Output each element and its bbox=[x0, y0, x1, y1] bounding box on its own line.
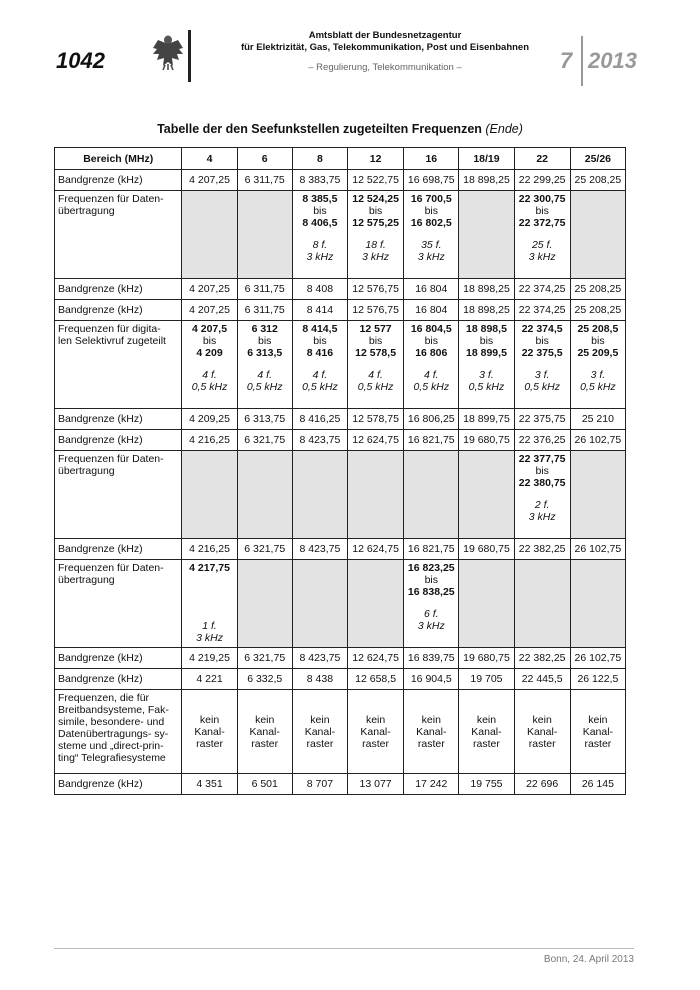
table-cell: 19 680,75 bbox=[459, 430, 514, 451]
no-channel-raster: kein Kanal- raster bbox=[237, 690, 292, 774]
table-cell: 6 313,75 bbox=[237, 409, 292, 430]
row-label: Bandgrenze (kHz) bbox=[55, 774, 182, 795]
table-cell: 12 578,75 bbox=[348, 409, 404, 430]
table-cell-empty bbox=[348, 451, 404, 539]
row-label: Bandgrenze (kHz) bbox=[55, 539, 182, 560]
table-cell: 19 705 bbox=[459, 669, 514, 690]
row-label: Bandgrenze (kHz) bbox=[55, 300, 182, 321]
header-cell: 18/19 bbox=[459, 148, 514, 170]
issue-year: 2013 bbox=[588, 48, 637, 73]
table-cell: 22 376,25 bbox=[514, 430, 570, 451]
table-cell: 4 207,25 bbox=[182, 300, 237, 321]
row-label: Bandgrenze (kHz) bbox=[55, 279, 182, 300]
table-cell: 26 122,5 bbox=[570, 669, 625, 690]
no-channel-raster: kein Kanal- raster bbox=[404, 690, 459, 774]
frequency-block: 22 374,5 bis 22 375,5 3 f. 0,5 kHz bbox=[514, 321, 570, 409]
header-cell: 8 bbox=[292, 148, 347, 170]
header-divider bbox=[188, 30, 191, 82]
row-label: Frequenzen, die für Breitbandsysteme, Fak- simile, besondere- und Datenübertragungs- sy- steme und „direct-prin- ting“ Telegrafiesysteme bbox=[55, 690, 182, 774]
issue-divider bbox=[581, 36, 583, 86]
frequency-block: 12 524,25 bis 12 575,25 18 f. 3 kHz bbox=[348, 191, 404, 279]
table-cell-empty bbox=[514, 560, 570, 648]
table-cell: 16 804 bbox=[404, 300, 459, 321]
frequency-block: 18 898,5 bis 18 899,5 3 f. 0,5 kHz bbox=[459, 321, 514, 409]
page-number: 1042 bbox=[56, 48, 105, 73]
table-title: Tabelle der den Seefunkstellen zugeteilten Frequenzen (Ende) bbox=[157, 122, 523, 136]
table-cell: 18 898,25 bbox=[459, 170, 514, 191]
footer-place-date: Bonn, 24. April 2013 bbox=[543, 954, 634, 965]
table-cell: 4 209,25 bbox=[182, 409, 237, 430]
table-cell-empty bbox=[459, 191, 514, 279]
table-cell-empty bbox=[459, 451, 514, 539]
federal-eagle-icon bbox=[150, 32, 186, 72]
header-cell: Bereich (MHz) bbox=[55, 148, 182, 170]
table-cell-empty bbox=[404, 451, 459, 539]
table-cell: 12 522,75 bbox=[348, 170, 404, 191]
table-cell: 4 207,25 bbox=[182, 170, 237, 191]
table-cell: 8 423,75 bbox=[292, 430, 347, 451]
table-cell-empty bbox=[292, 560, 347, 648]
table-cell: 22 299,25 bbox=[514, 170, 570, 191]
table-row bbox=[55, 648, 626, 669]
frequency-table bbox=[54, 147, 626, 795]
table-cell: 18 898,25 bbox=[459, 279, 514, 300]
row-label: Bandgrenze (kHz) bbox=[55, 409, 182, 430]
table-cell: 16 821,75 bbox=[404, 430, 459, 451]
table-cell: 25 210 bbox=[570, 409, 625, 430]
table-header-row bbox=[55, 148, 626, 170]
table-cell: 6 311,75 bbox=[237, 170, 292, 191]
table-row bbox=[55, 300, 626, 321]
table-cell-empty bbox=[182, 191, 237, 279]
table-cell: 4 351 bbox=[182, 774, 237, 795]
table-cell: 22 375,75 bbox=[514, 409, 570, 430]
table-cell: 8 423,75 bbox=[292, 648, 347, 669]
no-channel-raster: kein Kanal- raster bbox=[459, 690, 514, 774]
footer-divider bbox=[54, 948, 634, 949]
table-cell: 12 658,5 bbox=[348, 669, 404, 690]
table-cell: 12 576,75 bbox=[348, 279, 404, 300]
table-cell-empty bbox=[348, 560, 404, 648]
table-cell: 4 207,25 bbox=[182, 279, 237, 300]
table-cell: 13 077 bbox=[348, 774, 404, 795]
header-line2: für Elektrizität, Gas, Telekommunikation, Post und Eisenbahnen bbox=[240, 42, 530, 53]
table-cell-empty bbox=[237, 451, 292, 539]
table-row bbox=[55, 321, 626, 409]
table-cell-empty bbox=[292, 451, 347, 539]
table-row bbox=[55, 451, 626, 539]
no-channel-raster: kein Kanal- raster bbox=[348, 690, 404, 774]
frequency-block: 16 823,25 bis 16 838,25 6 f. 3 kHz bbox=[404, 560, 459, 648]
table-cell: 12 624,75 bbox=[348, 430, 404, 451]
table-cell: 18 899,75 bbox=[459, 409, 514, 430]
table-cell: 6 332,5 bbox=[237, 669, 292, 690]
table-cell: 19 755 bbox=[459, 774, 514, 795]
table-cell: 6 311,75 bbox=[237, 279, 292, 300]
table-row bbox=[55, 539, 626, 560]
row-label: Frequenzen für Daten- übertragung bbox=[55, 560, 182, 648]
table-cell: 8 423,75 bbox=[292, 539, 347, 560]
header-cell: 6 bbox=[237, 148, 292, 170]
table-cell: 26 102,75 bbox=[570, 430, 625, 451]
frequency-block: 22 377,75 bis 22 380,75 2 f. 3 kHz bbox=[514, 451, 570, 539]
table-cell: 8 414 bbox=[292, 300, 347, 321]
frequency-block: 16 804,5 bis 16 806 4 f. 0,5 kHz bbox=[404, 321, 459, 409]
table-cell: 12 624,75 bbox=[348, 648, 404, 669]
table-cell: 22 382,25 bbox=[514, 539, 570, 560]
table-cell: 22 445,5 bbox=[514, 669, 570, 690]
header-subtitle: – Regulierung, Telekommunikation – bbox=[308, 62, 462, 73]
table-cell: 17 242 bbox=[404, 774, 459, 795]
table-cell: 16 804 bbox=[404, 279, 459, 300]
table-cell: 8 438 bbox=[292, 669, 347, 690]
table-cell: 22 374,25 bbox=[514, 279, 570, 300]
no-channel-raster: kein Kanal- raster bbox=[570, 690, 625, 774]
table-cell-empty bbox=[570, 191, 625, 279]
table-cell: 12 576,75 bbox=[348, 300, 404, 321]
table-cell: 16 806,25 bbox=[404, 409, 459, 430]
table-cell-empty bbox=[459, 560, 514, 648]
frequency-block: 25 208,5 bis 25 209,5 3 f. 0,5 kHz bbox=[570, 321, 625, 409]
frequency-block: 6 312 bis 6 313,5 4 f. 0,5 kHz bbox=[237, 321, 292, 409]
table-cell: 16 839,75 bbox=[404, 648, 459, 669]
no-channel-raster: kein Kanal- raster bbox=[182, 690, 237, 774]
table-cell: 22 696 bbox=[514, 774, 570, 795]
row-label: Bandgrenze (kHz) bbox=[55, 430, 182, 451]
table-cell: 4 221 bbox=[182, 669, 237, 690]
table-cell: 8 707 bbox=[292, 774, 347, 795]
issue-number: 7 bbox=[560, 48, 573, 73]
table-cell: 12 624,75 bbox=[348, 539, 404, 560]
table-cell: 16 904,5 bbox=[404, 669, 459, 690]
table-cell: 22 382,25 bbox=[514, 648, 570, 669]
table-cell-empty bbox=[570, 451, 625, 539]
table-cell: 25 208,25 bbox=[570, 300, 625, 321]
row-label: Bandgrenze (kHz) bbox=[55, 669, 182, 690]
table-cell: 26 102,75 bbox=[570, 539, 625, 560]
frequency-block: 22 300,75 bis 22 372,75 25 f. 3 kHz bbox=[514, 191, 570, 279]
header-cell: 22 bbox=[514, 148, 570, 170]
header-cell: 4 bbox=[182, 148, 237, 170]
table-cell-empty bbox=[237, 560, 292, 648]
table-row bbox=[55, 774, 626, 795]
table-cell: 6 321,75 bbox=[237, 430, 292, 451]
table-cell: 26 145 bbox=[570, 774, 625, 795]
table-cell: 8 416,25 bbox=[292, 409, 347, 430]
header-publication bbox=[220, 30, 550, 54]
table-cell: 4 219,25 bbox=[182, 648, 237, 669]
table-cell: 6 311,75 bbox=[237, 300, 292, 321]
frequency-block: 4 207,5 bis 4 209 4 f. 0,5 kHz bbox=[182, 321, 237, 409]
table-cell-empty bbox=[182, 451, 237, 539]
no-channel-raster: kein Kanal- raster bbox=[514, 690, 570, 774]
table-row bbox=[55, 560, 626, 648]
table-cell: 19 680,75 bbox=[459, 539, 514, 560]
table-row bbox=[55, 279, 626, 300]
row-label: Bandgrenze (kHz) bbox=[55, 648, 182, 669]
table-cell: 22 374,25 bbox=[514, 300, 570, 321]
table-cell: 16 698,75 bbox=[404, 170, 459, 191]
table-cell: 6 321,75 bbox=[237, 539, 292, 560]
frequency-block: 12 577 bis 12 578,5 4 f. 0,5 kHz bbox=[348, 321, 404, 409]
table-cell: 25 208,25 bbox=[570, 170, 625, 191]
table-cell: 26 102,75 bbox=[570, 648, 625, 669]
frequency-block: 4 217,75 1 f. 3 kHz bbox=[182, 560, 237, 648]
row-label: Frequenzen für Daten- übertragung bbox=[55, 191, 182, 279]
frequency-block: 8 385,5 bis 8 406,5 8 f. 3 kHz bbox=[292, 191, 347, 279]
table-cell: 6 501 bbox=[237, 774, 292, 795]
no-channel-raster: kein Kanal- raster bbox=[292, 690, 347, 774]
table-row bbox=[55, 669, 626, 690]
table-cell: 4 216,25 bbox=[182, 539, 237, 560]
table-cell: 19 680,75 bbox=[459, 648, 514, 669]
header-cell: 12 bbox=[348, 148, 404, 170]
header-line1: Amtsblatt der Bundesnetzagentur bbox=[308, 30, 462, 41]
table-row bbox=[55, 409, 626, 430]
table-row bbox=[55, 191, 626, 279]
table-row bbox=[55, 430, 626, 451]
table-cell: 8 383,75 bbox=[292, 170, 347, 191]
row-label: Frequenzen für digita- len Selektivruf zugeteilt bbox=[55, 321, 182, 409]
row-label: Bandgrenze (kHz) bbox=[55, 170, 182, 191]
header-cell: 16 bbox=[404, 148, 459, 170]
table-row bbox=[55, 690, 626, 774]
table-cell: 18 898,25 bbox=[459, 300, 514, 321]
table-cell: 16 821,75 bbox=[404, 539, 459, 560]
table-cell: 6 321,75 bbox=[237, 648, 292, 669]
table-cell: 25 208,25 bbox=[570, 279, 625, 300]
table-cell-empty bbox=[237, 191, 292, 279]
frequency-block: 8 414,5 bis 8 416 4 f. 0,5 kHz bbox=[292, 321, 347, 409]
frequency-block: 16 700,5 bis 16 802,5 35 f. 3 kHz bbox=[404, 191, 459, 279]
table-row bbox=[55, 170, 626, 191]
header-cell: 25/26 bbox=[570, 148, 625, 170]
table-cell: 8 408 bbox=[292, 279, 347, 300]
table-cell-empty bbox=[570, 560, 625, 648]
table-cell: 4 216,25 bbox=[182, 430, 237, 451]
row-label: Frequenzen für Daten- übertragung bbox=[55, 451, 182, 539]
